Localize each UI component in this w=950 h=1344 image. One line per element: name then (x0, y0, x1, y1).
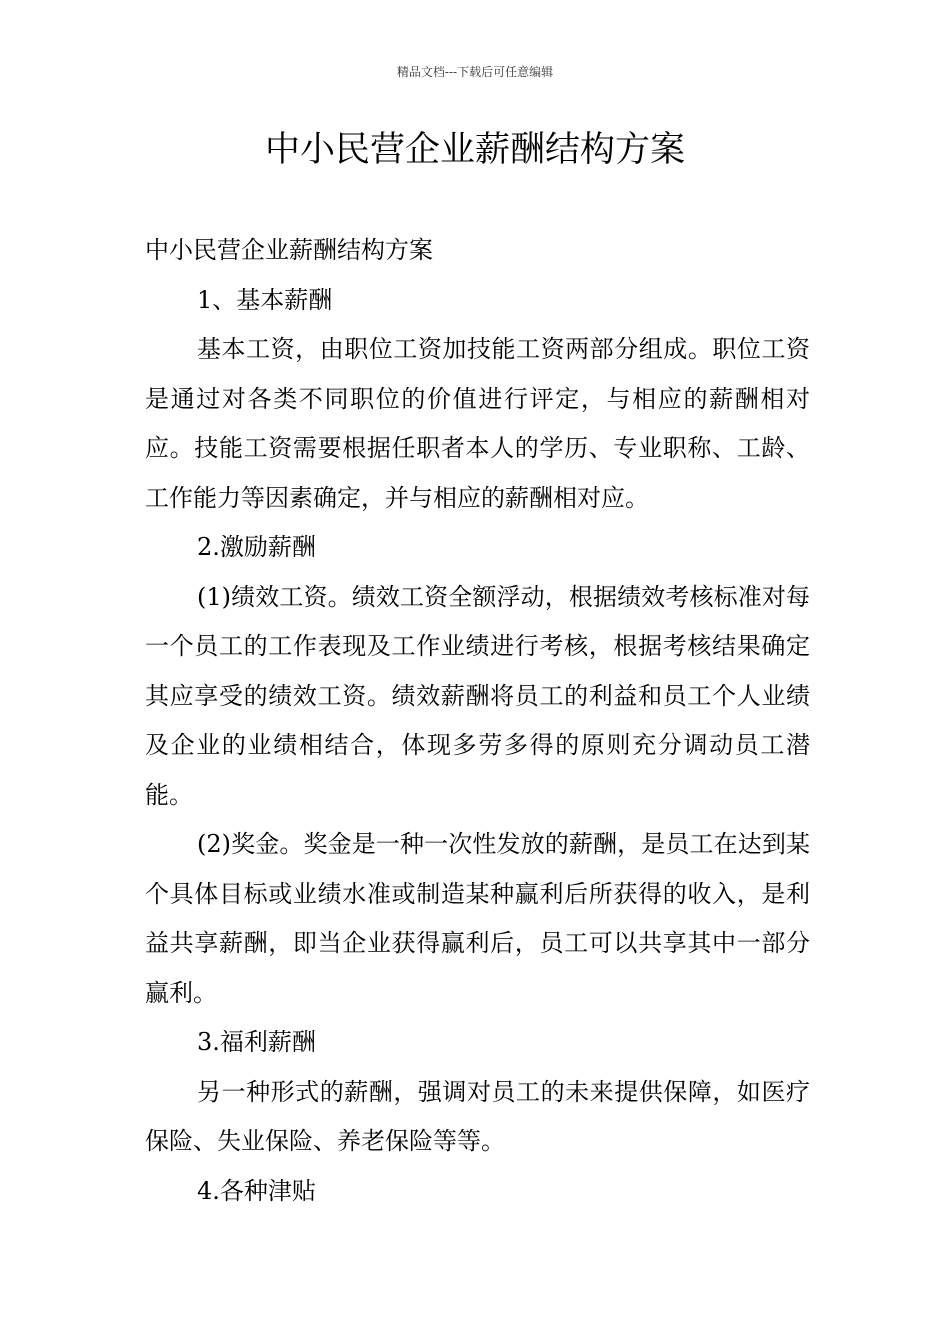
section-heading-welfare-pay: 3.福利薪酬 (197, 1028, 316, 1056)
paragraph-basic-pay: 基本工资，由职位工资加技能工资两部分组成。职位工资是通过对各类不同职位的价值进行评定，与相应的薪酬相对应。技能工资需要根据任职者本人的学历、专业职称、工龄、工作能力等因素确定，并与相应的薪酬相对应。 (145, 335, 810, 512)
header-note: 精品文档---下载后可任意编辑 (396, 65, 554, 79)
section-heading-incentive-pay: 2.激励薪酬 (197, 533, 316, 561)
paragraph-subtitle: 中小民营企业薪酬结构方案 (145, 236, 433, 264)
section-heading-basic-pay: 1、基本薪酬 (197, 285, 333, 314)
paragraph-welfare: 另一种形式的薪酬，强调对员工的未来提供保障，如医疗保险、失业保险、养老保险等等。 (145, 1077, 810, 1155)
document-title: 中小民营企业薪酬结构方案 (264, 130, 685, 170)
document-body (145, 226, 810, 1216)
section-heading-allowances: 4.各种津贴 (197, 1176, 316, 1205)
paragraph-performance-pay: (1)绩效工资。绩效工资全额浮动，根据绩效考核标准对每一个员工的工作表现及工作业绩进行考核，根据考核结果确定其应享受的绩效工资。绩效薪酬将员工的利益和员工个人业绩及企业的业绩相结合，体现多劳多得的原则充分调动员工潜能。 (145, 582, 810, 809)
paragraph-bonus: (2)奖金。奖金是一种一次性发放的薪酬，是员工在达到某个具体目标或业绩水准或制造某种赢利后所获得的收入，是利益共享薪酬，即当企业获得赢利后，员工可以共享其中一部分赢利。 (145, 830, 810, 1007)
